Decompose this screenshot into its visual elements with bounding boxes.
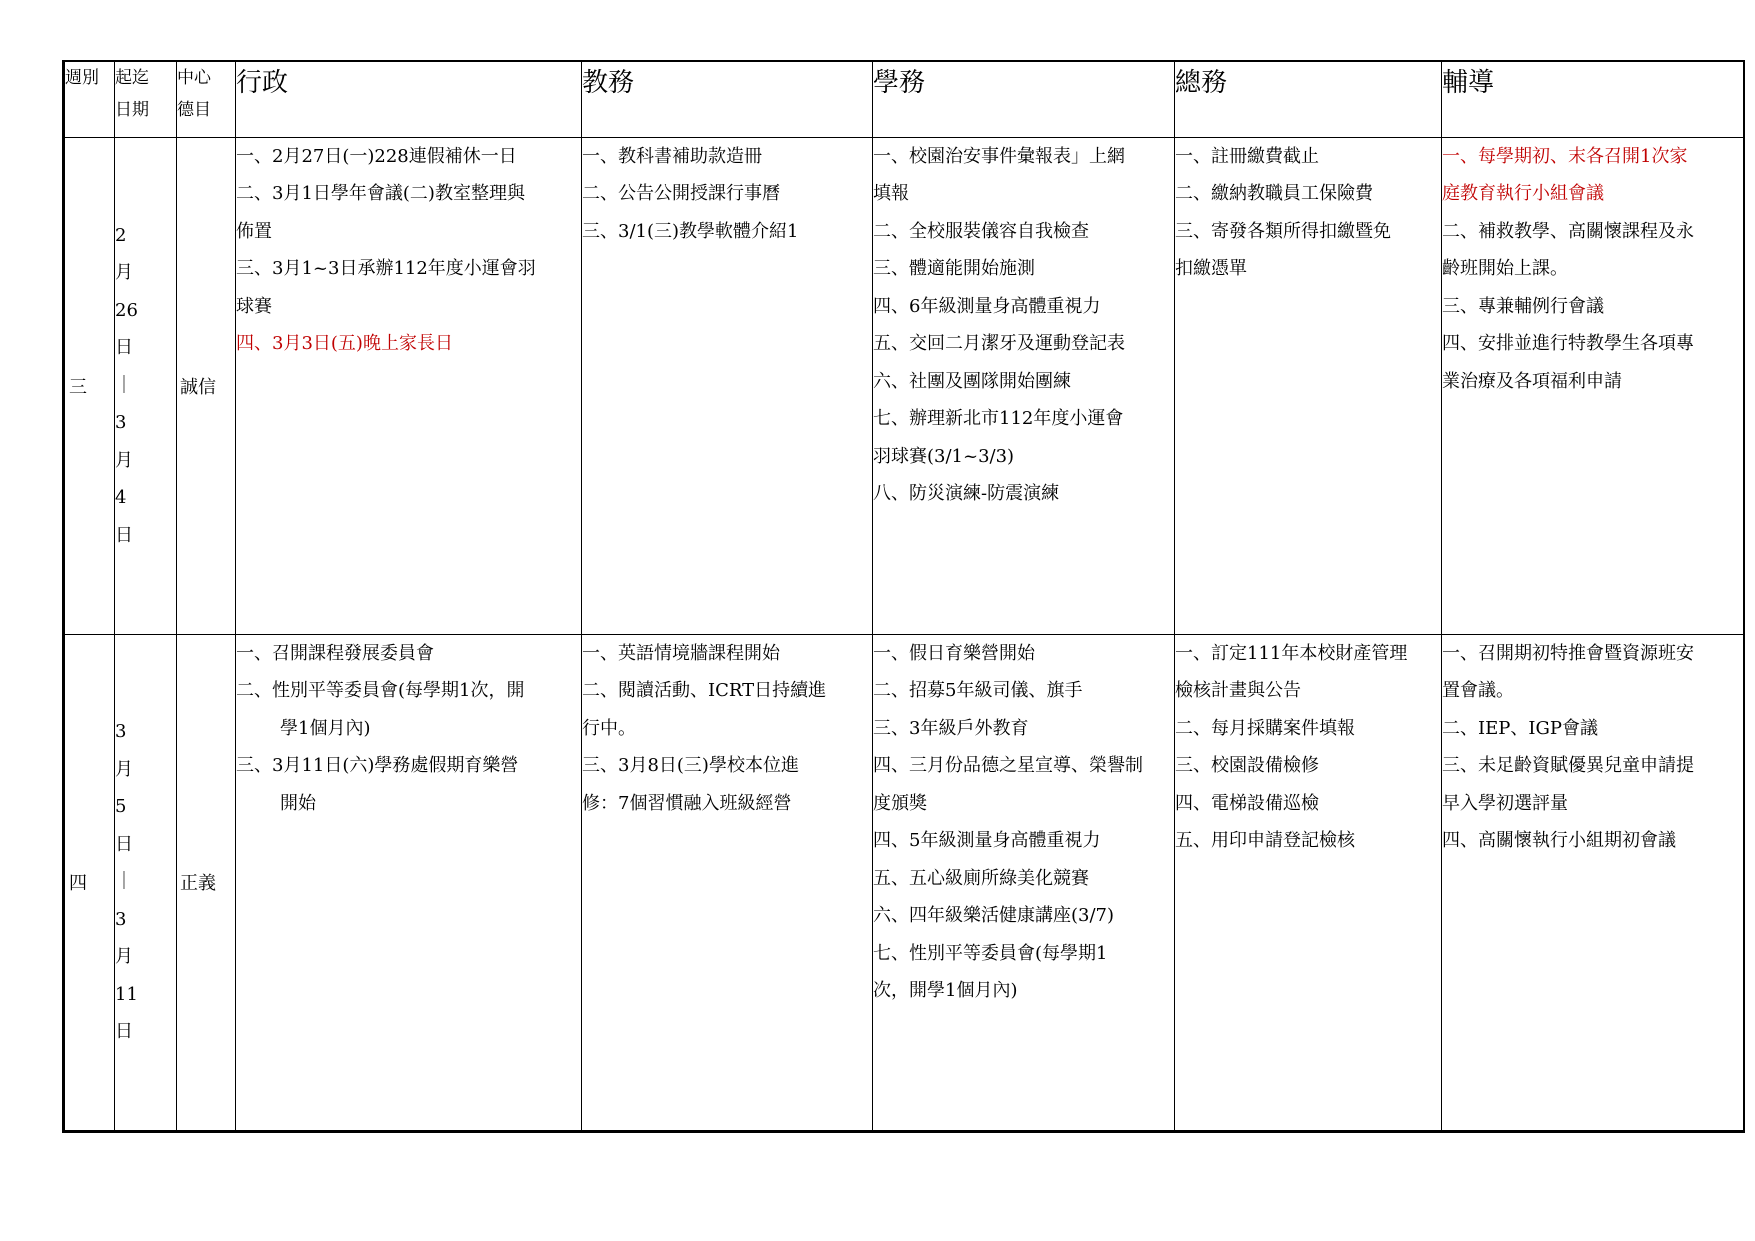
header-virtue <box>177 61 236 137</box>
header-virtue-top: 中心 <box>177 68 211 88</box>
counsel-item: 二、補救教學、高關懷課程及永 <box>1442 220 1694 242</box>
academic-item: 二、閱讀活動、ICRT日持續進 <box>582 680 827 701</box>
student-item: 四、三月份品德之星宣導、榮譽制 <box>873 755 1143 776</box>
student-item: 次，開學1個月內) <box>873 980 1018 1001</box>
weekly-schedule-table <box>62 60 1742 1130</box>
counsel-item: 業治療及各項福利申請 <box>1442 370 1622 392</box>
admin-item: 三、3月11日(六)學務處假期育樂營 <box>236 755 519 776</box>
week-number: 三 <box>64 137 115 634</box>
counsel-cell <box>1442 137 1744 634</box>
student-item: 一、假日育樂營開始 <box>873 642 1035 664</box>
student-cell <box>873 137 1175 634</box>
date-line: 3 <box>115 908 127 930</box>
admin-item: 三、3月1~3日承辦112年度小運會羽 <box>236 258 536 279</box>
student-item: 四、6年級測量身高體重視力 <box>873 295 1101 317</box>
header-admin: 行政 <box>236 61 582 137</box>
schedule-grid <box>62 60 1745 1133</box>
core-virtue: 誠信 <box>177 137 236 634</box>
academic-cell <box>582 634 873 1131</box>
student-item: 六、四年級樂活健康講座(3/7) <box>873 905 1115 926</box>
academic-item: 行中。 <box>582 717 636 739</box>
admin-item: 一、2月27日(一)228連假補休一日 <box>236 145 517 167</box>
student-item: 八、防災演練-防震演練 <box>873 483 1060 504</box>
date-line: 11 <box>115 983 138 1005</box>
academic-cell <box>582 137 873 634</box>
counsel-item: 三、未足齡資賦優異兒童申請提 <box>1442 755 1694 776</box>
header-row <box>64 61 1744 137</box>
date-line: 2 <box>115 224 127 246</box>
general-item: 三、寄發各類所得扣繳暨免 <box>1175 220 1391 242</box>
date-line: 5 <box>115 796 127 818</box>
header-general: 總務 <box>1175 61 1442 137</box>
date-line: 日 <box>115 1021 133 1043</box>
student-item: 一、校園治安事件彙報表」上網 <box>873 145 1125 167</box>
date-line: 4 <box>115 487 127 509</box>
admin-item: 二、性別平等委員會(每學期1次，開 <box>236 680 525 701</box>
header-date <box>115 61 177 137</box>
date-line: 日 <box>115 524 133 546</box>
counsel-item: 二、IEP、IGP會議 <box>1442 717 1598 739</box>
admin-item: 學1個月內) <box>280 717 371 739</box>
student-item: 四、5年級測量身高體重視力 <box>873 830 1101 851</box>
date-line: ｜ <box>115 871 133 893</box>
academic-item: 三、3/1(三)教學軟體介紹1 <box>582 220 799 242</box>
date-line: ｜ <box>115 374 133 396</box>
general-item: 三、校園設備檢修 <box>1175 755 1319 776</box>
header-student: 學務 <box>873 61 1175 137</box>
counsel-item: 四、高關懷執行小組期初會議 <box>1442 830 1676 851</box>
academic-item: 一、英語情境牆課程開始 <box>582 642 780 664</box>
student-item: 填報 <box>873 183 909 204</box>
core-virtue: 正義 <box>177 634 236 1131</box>
counsel-item: 一、每學期初、末各召開1次家 <box>1442 145 1688 167</box>
counsel-item: 一、召開期初特推會暨資源班安 <box>1442 642 1694 664</box>
academic-item: 二、公告公開授課行事曆 <box>582 183 780 204</box>
date-line: 3 <box>115 412 127 434</box>
date-line: 月 <box>115 449 133 471</box>
general-item: 一、訂定111年本校財產管理 <box>1175 642 1408 664</box>
counsel-cell <box>1442 634 1744 1131</box>
header-virtue-bottom: 德目 <box>177 100 211 120</box>
date-range <box>115 137 177 634</box>
header-week-label: 週別 <box>65 68 99 88</box>
date-line: 日 <box>115 833 133 855</box>
student-item: 五、交回二月潔牙及運動登記表 <box>873 333 1125 354</box>
academic-item: 一、教科書補助款造冊 <box>582 145 762 167</box>
student-item: 七、辦理新北市112年度小運會 <box>873 408 1124 429</box>
academic-item: 三、3月8日(三)學校本位進 <box>582 755 799 776</box>
header-academic: 教務 <box>582 61 873 137</box>
student-item: 羽球賽(3/1~3/3) <box>873 445 1015 467</box>
counsel-item: 齡班開始上課。 <box>1442 258 1568 279</box>
general-item: 四、電梯設備巡檢 <box>1175 792 1319 814</box>
counsel-item: 四、安排並進行特教學生各項專 <box>1442 333 1694 354</box>
admin-item: 球賽 <box>236 295 272 317</box>
general-item: 二、每月採購案件填報 <box>1175 717 1355 739</box>
student-item: 三、3年級戶外教育 <box>873 717 1029 739</box>
general-cell <box>1175 137 1442 634</box>
date-line: 3 <box>115 721 127 743</box>
general-item: 二、繳納教職員工保險費 <box>1175 183 1373 204</box>
week-row <box>64 137 1744 634</box>
date-line: 日 <box>115 337 133 359</box>
student-item: 六、社團及團隊開始團練 <box>873 370 1071 392</box>
academic-item: 修：7個習慣融入班級經營 <box>582 792 792 814</box>
header-date-top: 起迄 <box>115 68 149 88</box>
admin-item: 開始 <box>280 792 316 814</box>
student-item: 七、性別平等委員會(每學期1 <box>873 942 1108 964</box>
student-item: 度頒獎 <box>873 792 927 814</box>
date-line: 月 <box>115 758 133 780</box>
header-date-bottom: 日期 <box>115 100 149 120</box>
student-item: 二、全校服裝儀容自我檢查 <box>873 220 1089 242</box>
counsel-item: 置會議。 <box>1442 680 1514 701</box>
general-item: 一、註冊繳費截止 <box>1175 145 1319 167</box>
admin-cell <box>236 634 582 1131</box>
general-item: 五、用印申請登記檢核 <box>1175 830 1355 851</box>
admin-item: 四、3月3日(五)晚上家長日 <box>236 333 453 354</box>
counsel-item: 早入學初選評量 <box>1442 792 1568 814</box>
general-item: 扣繳憑單 <box>1175 258 1247 279</box>
admin-item: 二、3月1日學年會議(二)教室整理與 <box>236 183 525 204</box>
counsel-item: 庭教育執行小組會議 <box>1442 183 1604 204</box>
header-week <box>64 61 115 137</box>
general-cell <box>1175 634 1442 1131</box>
student-item: 三、體適能開始施測 <box>873 258 1035 279</box>
counsel-item: 三、專兼輔例行會議 <box>1442 295 1604 317</box>
week-number: 四 <box>64 634 115 1131</box>
date-line: 26 <box>115 299 138 321</box>
week-row <box>64 634 1744 1131</box>
general-item: 檢核計畫與公告 <box>1175 680 1301 701</box>
student-cell <box>873 634 1175 1131</box>
admin-item: 佈置 <box>236 220 272 242</box>
admin-item: 一、召開課程發展委員會 <box>236 642 434 664</box>
date-range <box>115 634 177 1131</box>
header-counsel: 輔導 <box>1442 61 1744 137</box>
date-line: 月 <box>115 262 133 284</box>
date-line: 月 <box>115 946 133 968</box>
student-item: 二、招募5年級司儀、旗手 <box>873 680 1083 701</box>
student-item: 五、五心級廁所綠美化競賽 <box>873 867 1089 889</box>
admin-cell <box>236 137 582 634</box>
